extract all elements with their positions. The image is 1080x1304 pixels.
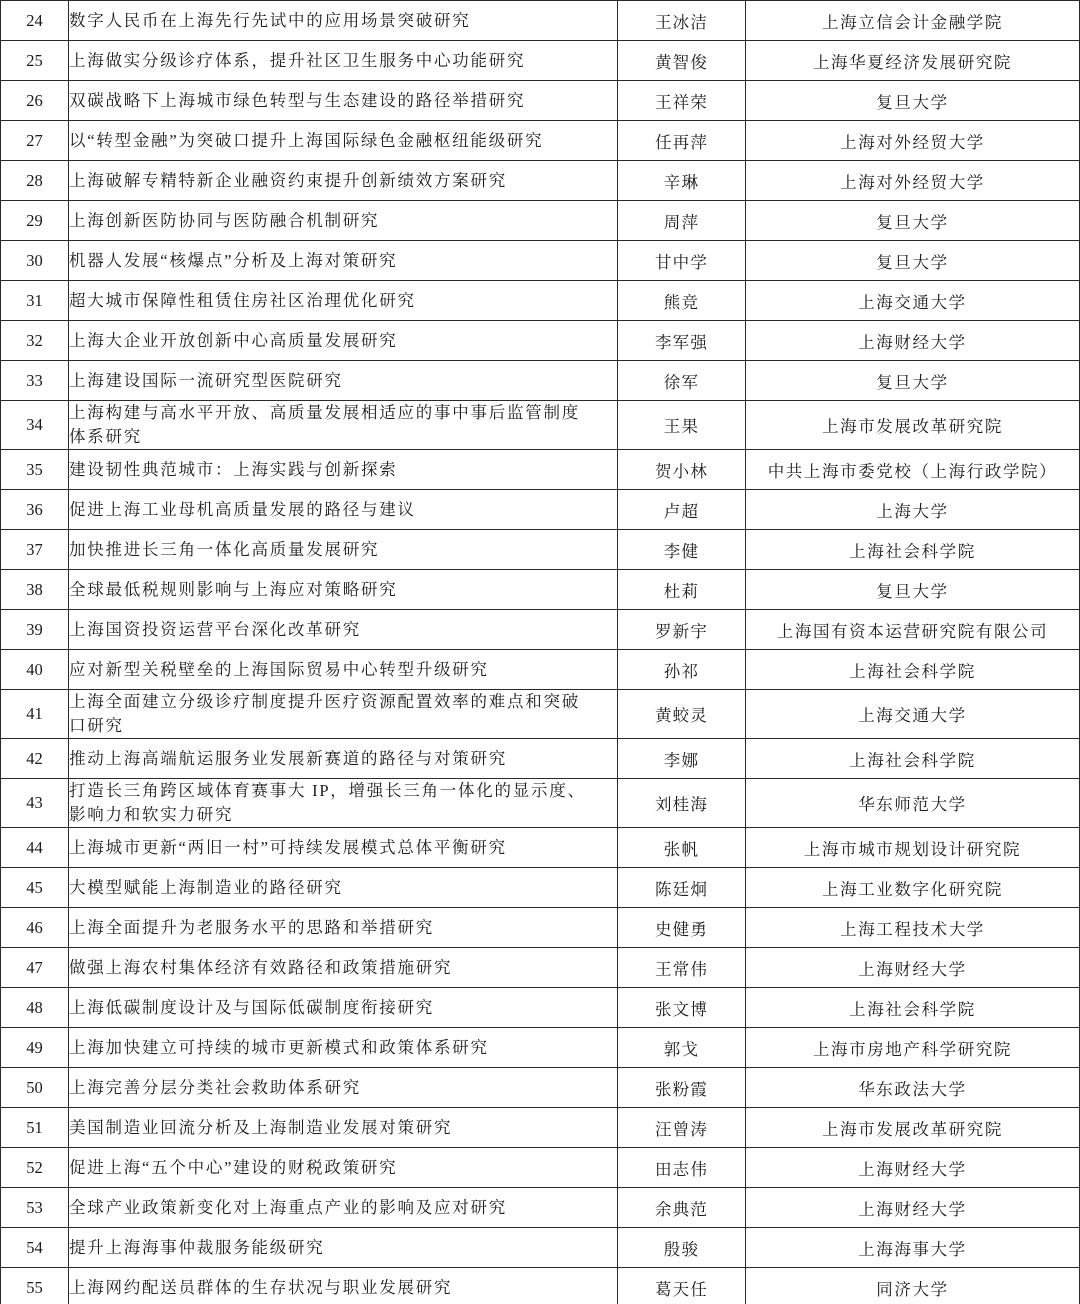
project-title-line: 应对新型关税壁垒的上海国际贸易中心转型升级研究 xyxy=(69,659,489,679)
table-row xyxy=(1,650,1080,690)
institution-name: 上海华夏经济发展研究院 xyxy=(746,41,1080,81)
project-title xyxy=(69,450,618,490)
project-title xyxy=(69,530,618,570)
row-number: 47 xyxy=(1,948,69,988)
project-title-line: 口研究 xyxy=(69,716,124,735)
project-title-line: 促进上海工业母机高质量发展的路径与建议 xyxy=(69,499,416,519)
researcher-name: 王祥荣 xyxy=(618,81,746,121)
institution-name: 上海社会科学院 xyxy=(746,988,1080,1028)
project-title xyxy=(69,81,618,121)
project-title-line: 双碳战略下上海城市绿色转型与生态建设的路径举措研究 xyxy=(69,90,526,110)
project-title-line: 影响力和软实力研究 xyxy=(69,805,234,824)
project-title-line: 数字人民币在上海先行先试中的应用场景突破研究 xyxy=(69,10,471,30)
project-title-line: 上海城市更新“两旧一村”可持续发展模式总体平衡研究 xyxy=(69,837,507,857)
institution-name: 上海市发展改革研究院 xyxy=(746,1108,1080,1148)
researcher-name: 杜莉 xyxy=(618,570,746,610)
researcher-name: 徐军 xyxy=(618,361,746,401)
project-title xyxy=(69,121,618,161)
project-title xyxy=(69,1188,618,1228)
researcher-name: 黄智俊 xyxy=(618,41,746,81)
row-number: 38 xyxy=(1,570,69,610)
researcher-name: 王常伟 xyxy=(618,948,746,988)
project-title-line: 上海国资投资运营平台深化改革研究 xyxy=(69,619,361,639)
institution-name: 上海立信会计金融学院 xyxy=(746,1,1080,41)
researcher-name: 卢超 xyxy=(618,490,746,530)
institution-name: 上海市发展改革研究院 xyxy=(746,401,1080,450)
project-title-line: 上海大企业开放创新中心高质量发展研究 xyxy=(69,330,398,350)
institution-name: 上海社会科学院 xyxy=(746,530,1080,570)
institution-name: 上海财经大学 xyxy=(746,1148,1080,1188)
table-row xyxy=(1,281,1080,321)
researcher-name: 王果 xyxy=(618,401,746,450)
project-title-line: 促进上海“五个中心”建设的财税政策研究 xyxy=(69,1157,398,1177)
row-number: 40 xyxy=(1,650,69,690)
project-title-line: 加快推进长三角一体化高质量发展研究 xyxy=(69,539,380,559)
institution-name: 上海财经大学 xyxy=(746,948,1080,988)
institution-name: 同济大学 xyxy=(746,1268,1080,1304)
project-title xyxy=(69,570,618,610)
researcher-name: 王冰洁 xyxy=(618,1,746,41)
row-number: 37 xyxy=(1,530,69,570)
project-title xyxy=(69,41,618,81)
row-number: 39 xyxy=(1,610,69,650)
project-title-line: 做强上海农村集体经济有效路径和政策措施研究 xyxy=(69,957,453,977)
table-row xyxy=(1,241,1080,281)
project-title xyxy=(69,281,618,321)
project-title-line: 上海破解专精特新企业融资约束提升创新绩效方案研究 xyxy=(69,170,507,190)
project-title-line: 上海完善分层分类社会救助体系研究 xyxy=(69,1077,361,1097)
row-number: 52 xyxy=(1,1148,69,1188)
project-title-line: 推动上海高端航运服务业发展新赛道的路径与对策研究 xyxy=(69,748,507,768)
table-row xyxy=(1,530,1080,570)
institution-name: 复旦大学 xyxy=(746,361,1080,401)
table-row xyxy=(1,1028,1080,1068)
institution-name: 复旦大学 xyxy=(746,570,1080,610)
row-number: 29 xyxy=(1,201,69,241)
institution-name: 上海工业数字化研究院 xyxy=(746,868,1080,908)
table-row xyxy=(1,121,1080,161)
row-number: 33 xyxy=(1,361,69,401)
researcher-name: 李娜 xyxy=(618,739,746,779)
table-row xyxy=(1,1148,1080,1188)
project-title xyxy=(69,321,618,361)
project-title-line: 建设韧性典范城市：上海实践与创新探索 xyxy=(69,459,398,479)
researcher-name: 余典范 xyxy=(618,1188,746,1228)
table-row xyxy=(1,490,1080,530)
researcher-name: 孙祁 xyxy=(618,650,746,690)
institution-name: 上海财经大学 xyxy=(746,1188,1080,1228)
researcher-name: 周萍 xyxy=(618,201,746,241)
table-row xyxy=(1,1228,1080,1268)
institution-name: 上海大学 xyxy=(746,490,1080,530)
project-title-line: 上海全面建立分级诊疗制度提升医疗资源配置效率的难点和突破 xyxy=(69,692,580,711)
project-title xyxy=(69,241,618,281)
row-number: 27 xyxy=(1,121,69,161)
table-row xyxy=(1,908,1080,948)
researcher-name: 李军强 xyxy=(618,321,746,361)
institution-name: 复旦大学 xyxy=(746,81,1080,121)
row-number: 34 xyxy=(1,401,69,450)
project-title-line: 机器人发展“核爆点”分析及上海对策研究 xyxy=(69,250,398,270)
project-title-line: 全球最低税规则影响与上海应对策略研究 xyxy=(69,579,398,599)
row-number: 50 xyxy=(1,1068,69,1108)
project-title-line: 上海做实分级诊疗体系，提升社区卫生服务中心功能研究 xyxy=(69,50,526,70)
researcher-name: 熊竞 xyxy=(618,281,746,321)
table-row xyxy=(1,570,1080,610)
row-number: 31 xyxy=(1,281,69,321)
institution-name: 上海对外经贸大学 xyxy=(746,161,1080,201)
project-title xyxy=(69,401,618,450)
table-row xyxy=(1,361,1080,401)
table-row xyxy=(1,41,1080,81)
institution-name: 中共上海市委党校（上海行政学院） xyxy=(746,450,1080,490)
researcher-name: 史健勇 xyxy=(618,908,746,948)
row-number: 41 xyxy=(1,690,69,739)
table-row xyxy=(1,828,1080,868)
row-number: 44 xyxy=(1,828,69,868)
project-title xyxy=(69,1068,618,1108)
row-number: 55 xyxy=(1,1268,69,1304)
project-title xyxy=(69,828,618,868)
project-title-line: 美国制造业回流分析及上海制造业发展对策研究 xyxy=(69,1117,453,1137)
table-row xyxy=(1,779,1080,828)
project-title xyxy=(69,779,618,828)
project-title-line: 大模型赋能上海制造业的路径研究 xyxy=(69,877,343,897)
table-row xyxy=(1,450,1080,490)
institution-name: 上海社会科学院 xyxy=(746,739,1080,779)
row-number: 35 xyxy=(1,450,69,490)
table-row xyxy=(1,948,1080,988)
project-title xyxy=(69,1028,618,1068)
row-number: 36 xyxy=(1,490,69,530)
institution-name: 复旦大学 xyxy=(746,241,1080,281)
researcher-name: 李健 xyxy=(618,530,746,570)
project-title-line: 上海构建与高水平开放、高质量发展相适应的事中事后监管制度 xyxy=(69,403,580,422)
institution-name: 华东政法大学 xyxy=(746,1068,1080,1108)
project-title xyxy=(69,650,618,690)
researcher-name: 罗新宇 xyxy=(618,610,746,650)
table-row xyxy=(1,739,1080,779)
table-row xyxy=(1,868,1080,908)
project-title xyxy=(69,1268,618,1304)
researcher-name: 贺小林 xyxy=(618,450,746,490)
researcher-name: 任再萍 xyxy=(618,121,746,161)
researcher-name: 黄蛟灵 xyxy=(618,690,746,739)
project-title xyxy=(69,868,618,908)
project-title xyxy=(69,361,618,401)
project-title xyxy=(69,690,618,739)
table-row xyxy=(1,1188,1080,1228)
project-title-line: 体系研究 xyxy=(69,427,142,446)
institution-name: 上海市城市规划设计研究院 xyxy=(746,828,1080,868)
table-row xyxy=(1,1268,1080,1304)
row-number: 43 xyxy=(1,779,69,828)
institution-name: 上海国有资本运营研究院有限公司 xyxy=(746,610,1080,650)
project-title-line: 上海创新医防协同与医防融合机制研究 xyxy=(69,210,380,230)
project-title-line: 上海网约配送员群体的生存状况与职业发展研究 xyxy=(69,1277,453,1297)
project-title-line: 提升上海海事仲裁服务能级研究 xyxy=(69,1237,325,1257)
institution-name: 上海对外经贸大学 xyxy=(746,121,1080,161)
project-title xyxy=(69,948,618,988)
row-number: 42 xyxy=(1,739,69,779)
researcher-name: 陈廷炯 xyxy=(618,868,746,908)
project-title-line: 上海加快建立可持续的城市更新模式和政策体系研究 xyxy=(69,1037,489,1057)
table-row xyxy=(1,321,1080,361)
table-row xyxy=(1,1,1080,41)
institution-name: 上海工程技术大学 xyxy=(746,908,1080,948)
researcher-name: 辛琳 xyxy=(618,161,746,201)
institution-name: 上海财经大学 xyxy=(746,321,1080,361)
project-title xyxy=(69,1108,618,1148)
researcher-name: 张帆 xyxy=(618,828,746,868)
researcher-name: 葛天任 xyxy=(618,1268,746,1304)
project-title xyxy=(69,988,618,1028)
researcher-name: 郭戈 xyxy=(618,1028,746,1068)
table-row xyxy=(1,401,1080,450)
row-number: 32 xyxy=(1,321,69,361)
researcher-name: 张粉霞 xyxy=(618,1068,746,1108)
project-title-line: 上海低碳制度设计及与国际低碳制度衔接研究 xyxy=(69,997,434,1017)
researcher-name: 殷骏 xyxy=(618,1228,746,1268)
institution-name: 上海社会科学院 xyxy=(746,650,1080,690)
table-row xyxy=(1,690,1080,739)
row-number: 30 xyxy=(1,241,69,281)
institution-name: 上海海事大学 xyxy=(746,1228,1080,1268)
table-row xyxy=(1,161,1080,201)
table-row xyxy=(1,1108,1080,1148)
project-title-line: 上海全面提升为老服务水平的思路和举措研究 xyxy=(69,917,434,937)
project-title xyxy=(69,490,618,530)
project-title xyxy=(69,908,618,948)
researcher-name: 汪曾涛 xyxy=(618,1108,746,1148)
project-title-line: 全球产业政策新变化对上海重点产业的影响及应对研究 xyxy=(69,1197,507,1217)
project-title-line: 打造长三角跨区域体育赛事大 IP，增强长三角一体化的显示度、 xyxy=(69,781,586,800)
institution-name: 上海市房地产科学研究院 xyxy=(746,1028,1080,1068)
researcher-name: 张文博 xyxy=(618,988,746,1028)
project-title-line: 以“转型金融”为突破口提升上海国际绿色金融枢纽能级研究 xyxy=(69,130,544,150)
project-title xyxy=(69,161,618,201)
row-number: 54 xyxy=(1,1228,69,1268)
row-number: 25 xyxy=(1,41,69,81)
researcher-name: 田志伟 xyxy=(618,1148,746,1188)
table-row xyxy=(1,81,1080,121)
row-number: 48 xyxy=(1,988,69,1028)
researcher-name: 甘中学 xyxy=(618,241,746,281)
row-number: 53 xyxy=(1,1188,69,1228)
table-row xyxy=(1,988,1080,1028)
institution-name: 复旦大学 xyxy=(746,201,1080,241)
project-title xyxy=(69,201,618,241)
project-title xyxy=(69,1,618,41)
institution-name: 上海交通大学 xyxy=(746,281,1080,321)
project-title xyxy=(69,610,618,650)
project-title-line: 上海建设国际一流研究型医院研究 xyxy=(69,370,343,390)
researcher-name: 刘桂海 xyxy=(618,779,746,828)
table-row xyxy=(1,201,1080,241)
row-number: 49 xyxy=(1,1028,69,1068)
row-number: 51 xyxy=(1,1108,69,1148)
row-number: 28 xyxy=(1,161,69,201)
institution-name: 上海交通大学 xyxy=(746,690,1080,739)
row-number: 24 xyxy=(1,1,69,41)
project-title xyxy=(69,1148,618,1188)
project-title-line: 超大城市保障性租赁住房社区治理优化研究 xyxy=(69,290,416,310)
institution-name: 华东师范大学 xyxy=(746,779,1080,828)
table-body xyxy=(1,1,1080,1304)
project-title xyxy=(69,1228,618,1268)
row-number: 26 xyxy=(1,81,69,121)
table-row xyxy=(1,1068,1080,1108)
project-title xyxy=(69,739,618,779)
table-row xyxy=(1,610,1080,650)
row-number: 45 xyxy=(1,868,69,908)
row-number: 46 xyxy=(1,908,69,948)
